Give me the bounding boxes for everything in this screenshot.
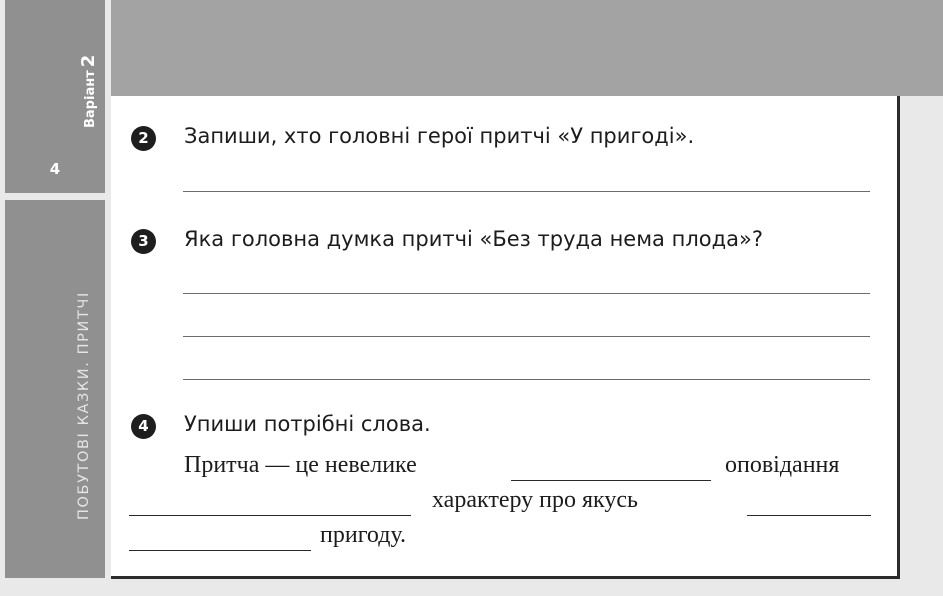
fill-text-4: пригоду. — [320, 522, 407, 548]
task-number-badge: 2 — [131, 126, 156, 151]
variant-label-text: Варіант — [83, 70, 98, 128]
task-number-badge: 4 — [131, 414, 156, 439]
fill-blank-1[interactable] — [511, 480, 711, 481]
answer-line[interactable] — [183, 191, 870, 192]
fill-text-1: Притча — це невелике — [184, 452, 417, 478]
fill-blank-3[interactable] — [747, 515, 871, 516]
task-4-text: Упиши потрібні слова. — [184, 412, 431, 436]
variant-number: 2 — [78, 54, 99, 68]
fill-text-2: оповідання — [725, 452, 840, 478]
variant-label — [78, 55, 99, 128]
fill-blank-2[interactable] — [129, 515, 411, 516]
fill-blank-4[interactable] — [129, 550, 311, 551]
section-title: ПОБУТОВІ КАЗКИ. ПРИТЧІ — [76, 291, 92, 520]
page-number: 4 — [49, 160, 61, 178]
fill-text-3: характеру про якусь — [432, 487, 638, 513]
worksheet-card — [111, 96, 900, 579]
task-2-text: Запиши, хто головні герої притчі «У пригоді». — [184, 124, 695, 148]
task-number-badge: 3 — [131, 229, 156, 254]
answer-line[interactable] — [183, 293, 870, 294]
header-band — [111, 0, 943, 96]
answer-line[interactable] — [183, 336, 870, 337]
answer-line[interactable] — [183, 379, 870, 380]
task-3-text: Яка головна думка притчі «Без труда нема плода»? — [184, 227, 763, 251]
